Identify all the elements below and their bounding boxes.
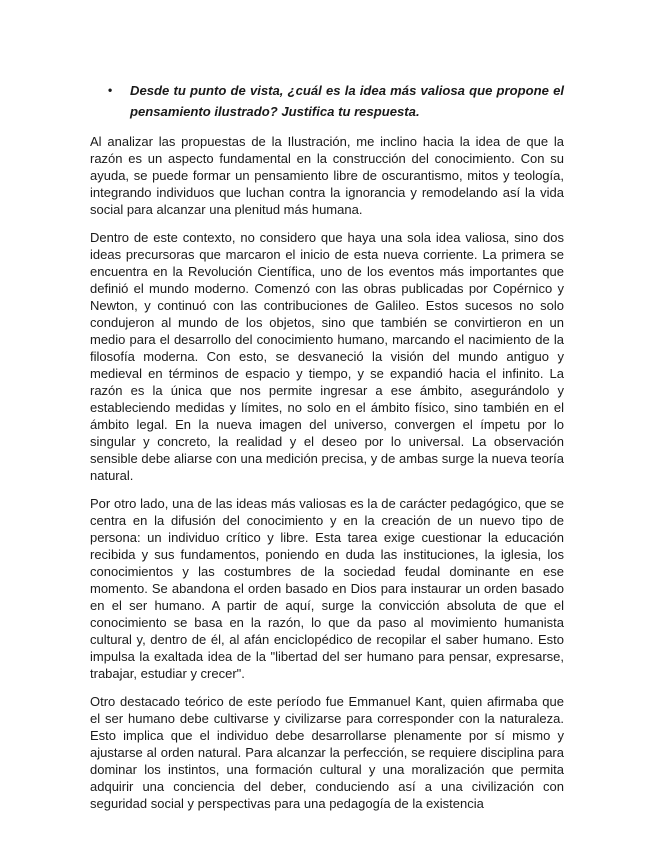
question-item xyxy=(90,80,564,122)
bullet-icon: • xyxy=(108,83,113,97)
paragraph-scientific-revolution: Dentro de este contexto, no considero que haya una sola idea valiosa, sino dos ideas precursoras que marcaron el inicio de esta nueva corriente. La primera se encuentra en la Revolución Científica, uno de los eventos más importantes que definió el mundo moderno. Comenzó con las obras publicadas por Copérnico y Newton, y continuó con las contribuciones de Galileo. Estos sucesos no solo condujeron al mundo de los objetos, sino que también se convirtieron en un medio para el desarrollo del conocimiento humano, marcando el nacimiento de la filosofía moderna. Con esto, se desvaneció la visión del mundo antiguo y medieval en términos de espacio y tiempo, y se expandió hacia el infinito. La razón es la única que nos permite ingresar a ese ámbito, asegurándolo y estableciendo medidas y límites, no solo en el ámbito físico, sino también en el ámbito legal. En la nueva imagen del universo, convergen el ímpetu por lo singular y concreto, la realidad y el deseo por lo universal. La observación sensible debe aliarse con una medición precisa, y de ambas surge la nueva teoría natural. xyxy=(90,230,564,483)
paragraph-pedagogical-idea: Por otro lado, una de las ideas más valiosas es la de carácter pedagógico, que se centra en la difusión del conocimiento y en la creación de un nuevo tipo de persona: un individuo crítico y libre. Esta tarea exige cuestionar la educación recibida y sus fundamentos, poniendo en duda las instituciones, la iglesia, los conocimientos y las costumbres de la sociedad feudal dominante en ese momento. Se abandona el orden basado en Dios para instaurar un orden basado en el ser humano. A partir de aquí, surge la convicción absoluta de que el conocimiento se basa en la razón, lo que da paso al movimiento humanista cultural y, dentro de él, al afán enciclopédico de recopilar el saber humano. Esto impulsa la exaltada idea de la "libertad del ser humano para pensar, expresarse, trabajar, estudiar y crecer". xyxy=(90,496,564,681)
paragraph-kant: Otro destacado teórico de este período fue Emmanuel Kant, quien afirmaba que el ser humano debe cultivarse y civilizarse para corresponder con la naturaleza. Esto implica que el individuo debe desarrollarse plenamente por sí mismo y ajustarse al orden natural. Para alcanzar la perfección, se requiere disciplina para dominar los instintos, una formación cultural y una moralización que permita adquirir una conciencia del deber, conduciendo así a una civilización con seguridad social y perspectivas para una pedagogía de la existencia xyxy=(90,694,564,811)
question-text: Desde tu punto de vista, ¿cuál es la idea más valiosa que propone el pensamiento ilustrado? Justifica tu respuesta. xyxy=(130,83,564,119)
paragraph-intro: Al analizar las propuestas de la Ilustración, me inclino hacia la idea de que la razón es un aspecto fundamental en la construcción del conocimiento. Con su ayuda, se puede formar un pensamiento libre de oscurantismo, mitos y teología, integrando individuos que luchan contra la ignorancia y remodelando así la vida social para alcanzar una plenitud más humana. xyxy=(90,134,564,217)
document-page xyxy=(90,80,564,823)
